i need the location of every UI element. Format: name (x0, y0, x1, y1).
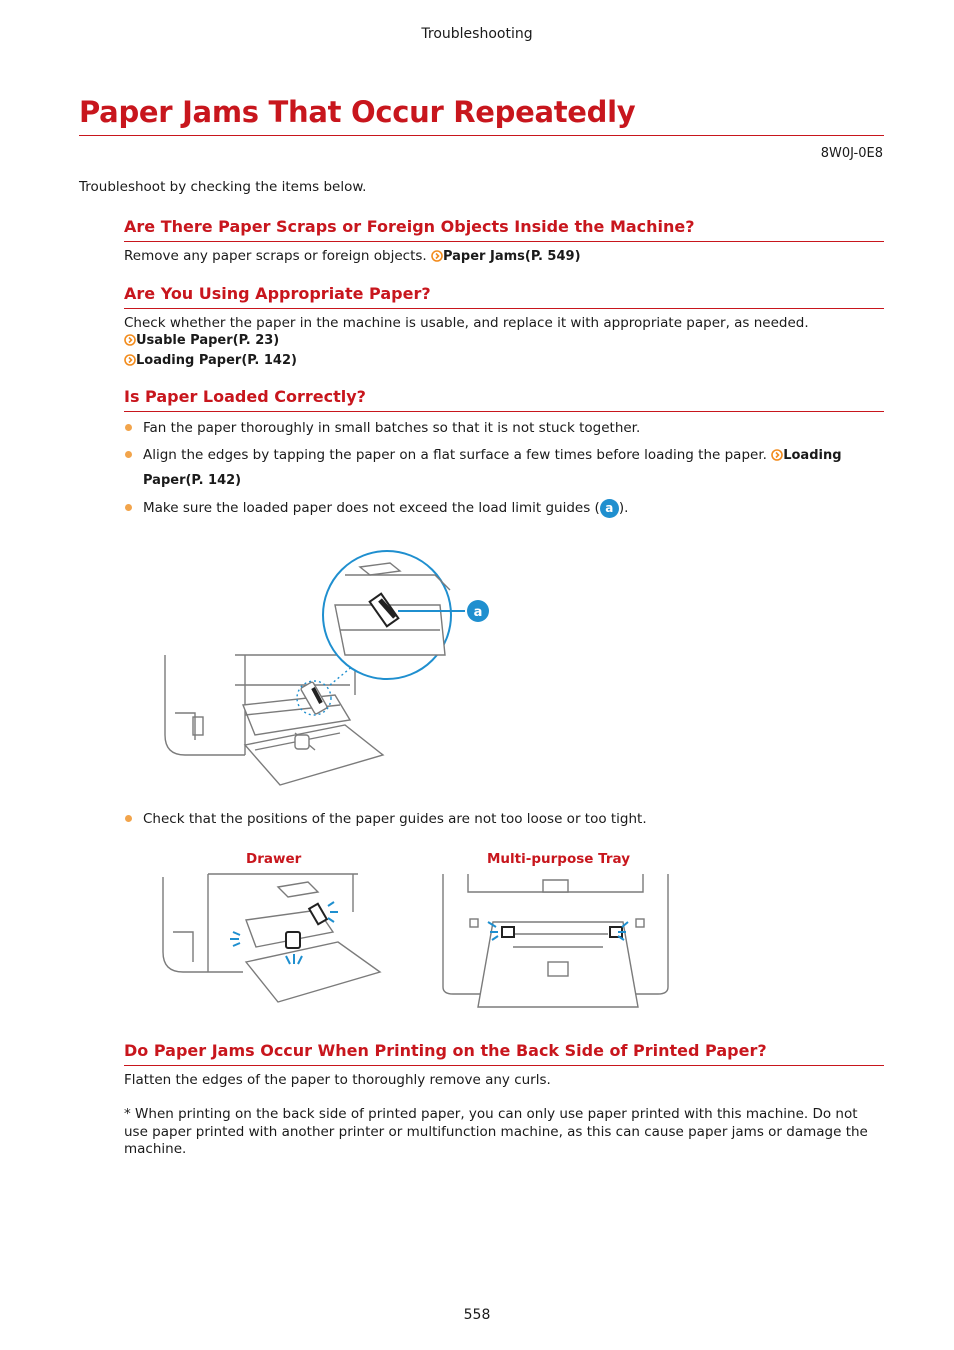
bullet-dot (125, 424, 132, 431)
page-number: 558 (463, 1307, 491, 1323)
list-item: Make sure the loaded paper does not exceed the load limit guides ( a ). (124, 497, 884, 519)
figure-label-multipurpose-tray: Multi-purpose Tray (487, 851, 630, 867)
intro-text: Troubleshoot by checking the items below. (79, 179, 367, 195)
section-body-appropriate-paper (124, 314, 884, 372)
section-body-foreign-objects (124, 247, 884, 268)
load-limit-guide-illustration (155, 545, 500, 794)
section-heading-back-side-printing: Do Paper Jams Occur When Printing on the Back Side of Printed Paper? (124, 1041, 767, 1060)
note-text: * When printing on the back side of printed paper, you can only use paper printed with this machine. Do not use paper printed with another printer or multifunction machine, as this can cause paper jams or damage the machine. (124, 1106, 868, 1157)
section-text: Flatten the edges of the paper to thoroughly remove any curls. (124, 1072, 551, 1088)
list-item: Fan the paper thoroughly in small batches so that it is not stuck together. (124, 417, 884, 439)
figure-label-drawer: Drawer (246, 851, 302, 867)
running-header: Troubleshooting (421, 26, 533, 42)
drawer-guides-illustration (158, 872, 388, 1011)
link-usable-paper[interactable]: Usable Paper(P. 23) (124, 332, 884, 352)
callout-badge-a: a (600, 499, 619, 518)
bullet-dot (125, 504, 132, 511)
link-arrow-icon (124, 354, 136, 372)
link-arrow-icon (771, 447, 783, 469)
document-code: 8W0J-0E8 (820, 146, 883, 161)
list-item: Check that the positions of the paper guides are not too loose or too tight. (124, 808, 884, 830)
bullet-list (124, 808, 884, 830)
title-divider (79, 135, 884, 136)
section-divider (124, 308, 884, 309)
section-text: Check whether the paper in the machine is usable, and replace it with appropriate paper, as needed. (124, 315, 809, 331)
bullet-dot (125, 815, 132, 822)
link-loading-paper[interactable]: Loading Paper(P. 142) (124, 352, 884, 372)
section-heading-appropriate-paper: Are You Using Appropriate Paper? (124, 284, 431, 303)
bullet-list (124, 417, 884, 519)
link-paper-jams[interactable]: Paper Jams(P. 549) (431, 249, 581, 264)
list-item: Align the edges by tapping the paper on a flat surface a few times before loading the paper. Loading Paper(P. 142) (124, 444, 884, 492)
multipurpose-tray-guides-illustration (438, 872, 673, 1016)
section-heading-loaded-correctly: Is Paper Loaded Correctly? (124, 387, 366, 406)
section-divider (124, 411, 884, 412)
link-arrow-icon (431, 250, 443, 268)
bullet-dot (125, 451, 132, 458)
section-divider (124, 1065, 884, 1066)
page-title: Paper Jams That Occur Repeatedly (79, 95, 636, 129)
section-text: Remove any paper scraps or foreign objects. (124, 248, 427, 264)
section-heading-foreign-objects: Are There Paper Scraps or Foreign Objects Inside the Machine? (124, 217, 695, 236)
section-divider (124, 241, 884, 242)
link-loading-paper[interactable]: Loading Paper(P. 142) (143, 448, 842, 488)
svg-text:a: a (473, 605, 483, 620)
link-arrow-icon (124, 334, 136, 352)
